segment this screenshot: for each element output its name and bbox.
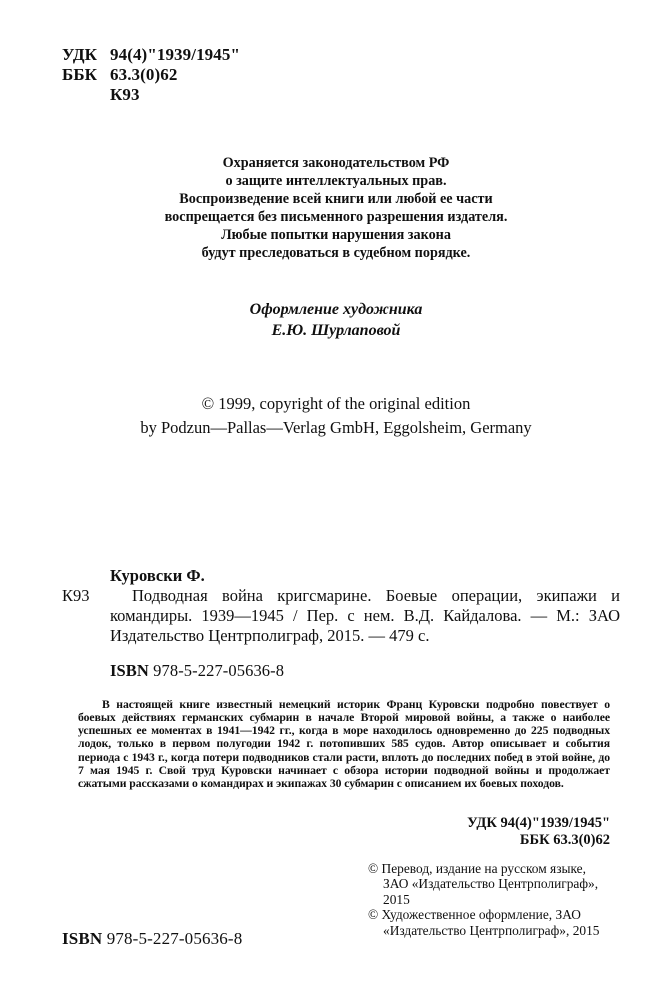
udk-row (62, 45, 240, 65)
legal-notice-line: о защите интеллектуальных прав. (225, 173, 447, 190)
legal-notice-line: Охраняется законодательством РФ (222, 155, 450, 171)
annotation-text: В настоящей книге известный немецкий историк Франц Куровски подробно повествует о боевых действиях германских субмарин в начале Второй мировой войны, а также о наиболее успешных ее моментах в 1941—1942 гг., когда в море находилось одновременно до 225 подводных лодок, только в первом полугодии 1942 г. потопивших 585 судов. Автор описывает и события периода с 1943 г., когда потери подводников стали расти, вплоть до последних побед в этой войне, до 7 мая 1945 г. Свой труд Куровски начинает с обзора истории подводной войны и продолжает сжатыми рассказами о командирах и экипажах 30 субмарин с описанием их боевых походов. (78, 698, 610, 790)
legal-notice-line: воспрещается без письменного разрешения издателя. (164, 209, 508, 226)
biblio-body (62, 586, 620, 647)
classification-codes-top (62, 45, 240, 105)
original-edition-copyright (0, 392, 672, 440)
bbk-line-bottom: ББК 63.3(0)62 (519, 831, 610, 848)
legal-notice-line: будут преследоваться в судебном порядке. (201, 245, 471, 262)
udk-line-bottom: УДК 94(4)"1939/1945" (467, 815, 610, 831)
designer-credit-line: Оформление художника (249, 301, 423, 318)
author-mark-value: К93 (110, 85, 140, 104)
legal-notice-line: Любые попытки нарушения закона (221, 227, 451, 244)
bibliographic-record (62, 566, 620, 647)
original-copyright-line: © 1999, copyright of the original edition (201, 394, 471, 413)
publisher-copyright-entry: © Перевод, издание на русском языке, ЗАО «Издательство Центрполиграф», 2015 (368, 861, 599, 907)
original-copyright-line: by Podzun—Pallas—Verlag GmbH, Eggolsheim, Germany (140, 418, 532, 437)
isbn-record-label: ISBN (110, 661, 149, 680)
bbk-value: 63.3(0)62 (110, 65, 178, 84)
biblio-description: Подводная война кригсмарине. Боевые операции, экипажи и командиры. 1939—1945 / Пер. с нем. В.Д. Кайдалова. — М.: ЗАО Издательство Центрполиграф, 2015. — 479 с. (110, 586, 620, 646)
biblio-shelf-mark: К93 (62, 586, 90, 605)
bbk-row (62, 65, 240, 85)
isbn-bottom-value: 978-5-227-05636-8 (106, 929, 243, 948)
udk-label: УДК (62, 45, 98, 64)
classification-codes-bottom (467, 815, 610, 848)
publisher-copyright (368, 861, 610, 938)
isbn-bottom-label: ISBN (62, 929, 103, 948)
bbk-label: ББК (62, 65, 98, 84)
isbn-record (110, 661, 284, 681)
legal-notice-line: Воспроизведение всей книги или любой ее части (179, 191, 493, 208)
designer-credit-line: Е.Ю. Шурлаповой (271, 322, 401, 339)
designer-credit (0, 299, 672, 341)
isbn-bottom (62, 929, 242, 949)
isbn-record-value: 978-5-227-05636-8 (153, 661, 285, 680)
biblio-author: Куровски Ф. (110, 566, 205, 585)
udk-value: 94(4)"1939/1945" (110, 45, 241, 64)
annotation-block (78, 698, 610, 790)
author-mark-row (62, 85, 240, 105)
legal-notice (0, 154, 672, 263)
publisher-copyright-entry: © Художественное оформление, ЗАО «Издательство Центрполиграф», 2015 (368, 907, 600, 938)
